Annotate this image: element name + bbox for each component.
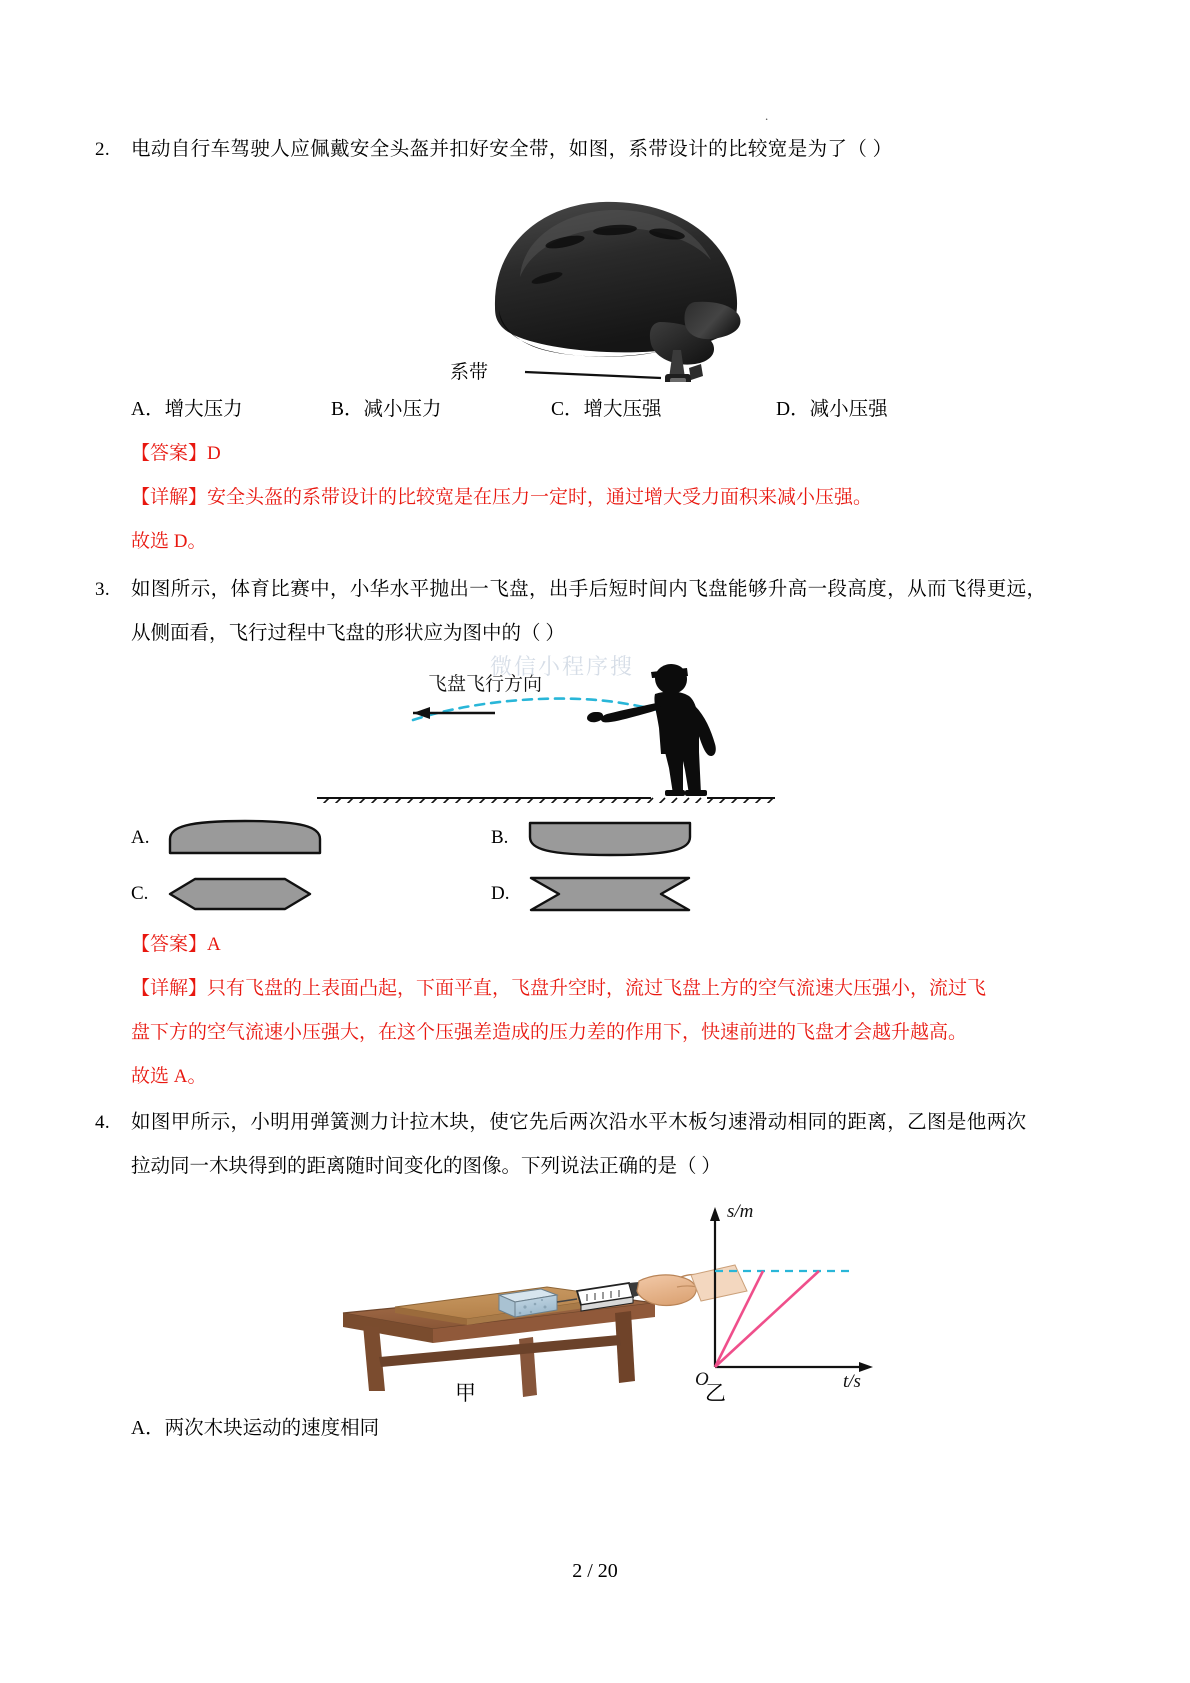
- question-2-options: [95, 388, 1095, 432]
- experiment-and-graph-illustration: [95, 1195, 1095, 1405]
- question-3-option-b[interactable]: [491, 817, 695, 859]
- question-3-stem-2: 从侧面看，飞行过程中飞盘的形状应为图中的（ ）: [131, 623, 565, 644]
- page-footer: 2 / 20: [572, 1560, 618, 1582]
- question-4-options: [95, 1407, 1095, 1451]
- question-3-explanation-1: [95, 967, 1095, 1011]
- frisbee-shape-notched-bowtie: [525, 873, 695, 915]
- question-3-stem-1: 如图所示，体育比赛中，小华水平抛出一飞盘，出手后短时间内飞盘能够升高一段高度，从而飞得更远，: [131, 579, 1047, 600]
- question-3-number: 3.: [95, 579, 111, 600]
- explain-text: 安全头盔的系带设计的比较宽是在压力一定时，通过增大受力面积来减小压强。: [207, 487, 873, 508]
- explain-tag: 【详解】: [131, 487, 208, 508]
- option-b-label: B.: [491, 827, 509, 848]
- explain-text-1: 只有飞盘的上表面凸起，下面平直，飞盘升空时，流过飞盘上方的空气流速大压强小，流过飞: [207, 978, 987, 999]
- helmet-strap-label: 系带: [450, 362, 489, 383]
- question-2-option-c[interactable]: C．增大压强: [551, 399, 662, 420]
- watermark-text: 微信小程序搜: [490, 654, 635, 679]
- thrower-silhouette: [587, 664, 716, 796]
- question-2-conclusion: 故选 D。: [131, 531, 207, 552]
- question-4-stem-line-1: [95, 1101, 1095, 1145]
- frisbee-shape-hexagon-lens: [165, 873, 315, 915]
- question-2-answer: [95, 432, 1095, 476]
- option-d-label: D.: [491, 883, 510, 904]
- answer-tag: 【答案】: [131, 443, 208, 464]
- question-2-option-b[interactable]: B．减小压力: [331, 399, 442, 420]
- question-4-stem-1: 如图甲所示，小明用弹簧测力计拉木块，使它先后两次沿水平木板匀速滑动相同的距离，乙图是他两次: [131, 1112, 1027, 1133]
- helmet-figure: [95, 182, 1095, 382]
- question-3-option-d[interactable]: [491, 873, 695, 915]
- frisbee-shape-dome-down: [525, 817, 695, 859]
- question-4-option-a[interactable]: A．两次木块运动的速度相同: [131, 1418, 380, 1439]
- frisbee-direction-label: 飞盘飞行方向: [428, 674, 543, 695]
- page-content: [95, 128, 1095, 1451]
- graph-origin-label: O: [695, 1369, 709, 1390]
- helmet-illustration: [95, 182, 1095, 382]
- top-dot-mark: .: [765, 108, 769, 123]
- answer-value: A: [207, 934, 221, 955]
- answer-tag: 【答案】: [131, 934, 208, 955]
- question-2-number: 2.: [95, 139, 111, 160]
- question-3-option-a[interactable]: [131, 817, 491, 859]
- question-2-option-d[interactable]: D．减小压强: [776, 399, 888, 420]
- question-2-stem-line: [95, 128, 1095, 172]
- question-2-stem: 电动自行车驾驶人应佩戴安全头盔并扣好安全带，如图，系带设计的比较宽是为了（ ）: [131, 139, 893, 160]
- explain-tag: 【详解】: [131, 978, 208, 999]
- question-2-explanation: [95, 476, 1095, 520]
- figure-caption-jia: 甲: [455, 1381, 476, 1405]
- question-3-option-c[interactable]: [131, 873, 491, 915]
- question-3-answer: [95, 923, 1095, 967]
- question-4-figure: [95, 1195, 1095, 1405]
- figure-caption-yi: 乙: [705, 1381, 726, 1405]
- question-3: [95, 568, 1095, 1099]
- frisbee-throw-figure: [95, 654, 1095, 803]
- option-a-label: A.: [131, 827, 150, 848]
- question-4-number: 4.: [95, 1112, 111, 1133]
- graph-y-label: s/m: [727, 1201, 754, 1222]
- question-3-explanation-2: 盘下方的空气流速小压强大，在这个压强差造成的压力差的作用下，快速前进的飞盘才会越升越高。: [131, 1022, 968, 1043]
- graph-x-label: t/s: [843, 1371, 861, 1392]
- option-c-label: C.: [131, 883, 149, 904]
- question-2: [95, 128, 1095, 564]
- question-3-stem-line-1: [95, 568, 1095, 612]
- question-3-conclusion: 故选 A。: [131, 1066, 207, 1087]
- frisbee-shape-dome-up: [165, 817, 325, 859]
- question-3-shape-row-2: [95, 871, 1095, 917]
- question-3-shape-row-1: [95, 815, 1095, 861]
- question-4-stem-2: 拉动同一木块得到的距离随时间变化的图像。下列说法正确的是（ ）: [131, 1156, 721, 1177]
- answer-value: D: [207, 443, 221, 464]
- question-4: [95, 1101, 1095, 1451]
- question-2-option-a[interactable]: A．增大压力: [131, 399, 243, 420]
